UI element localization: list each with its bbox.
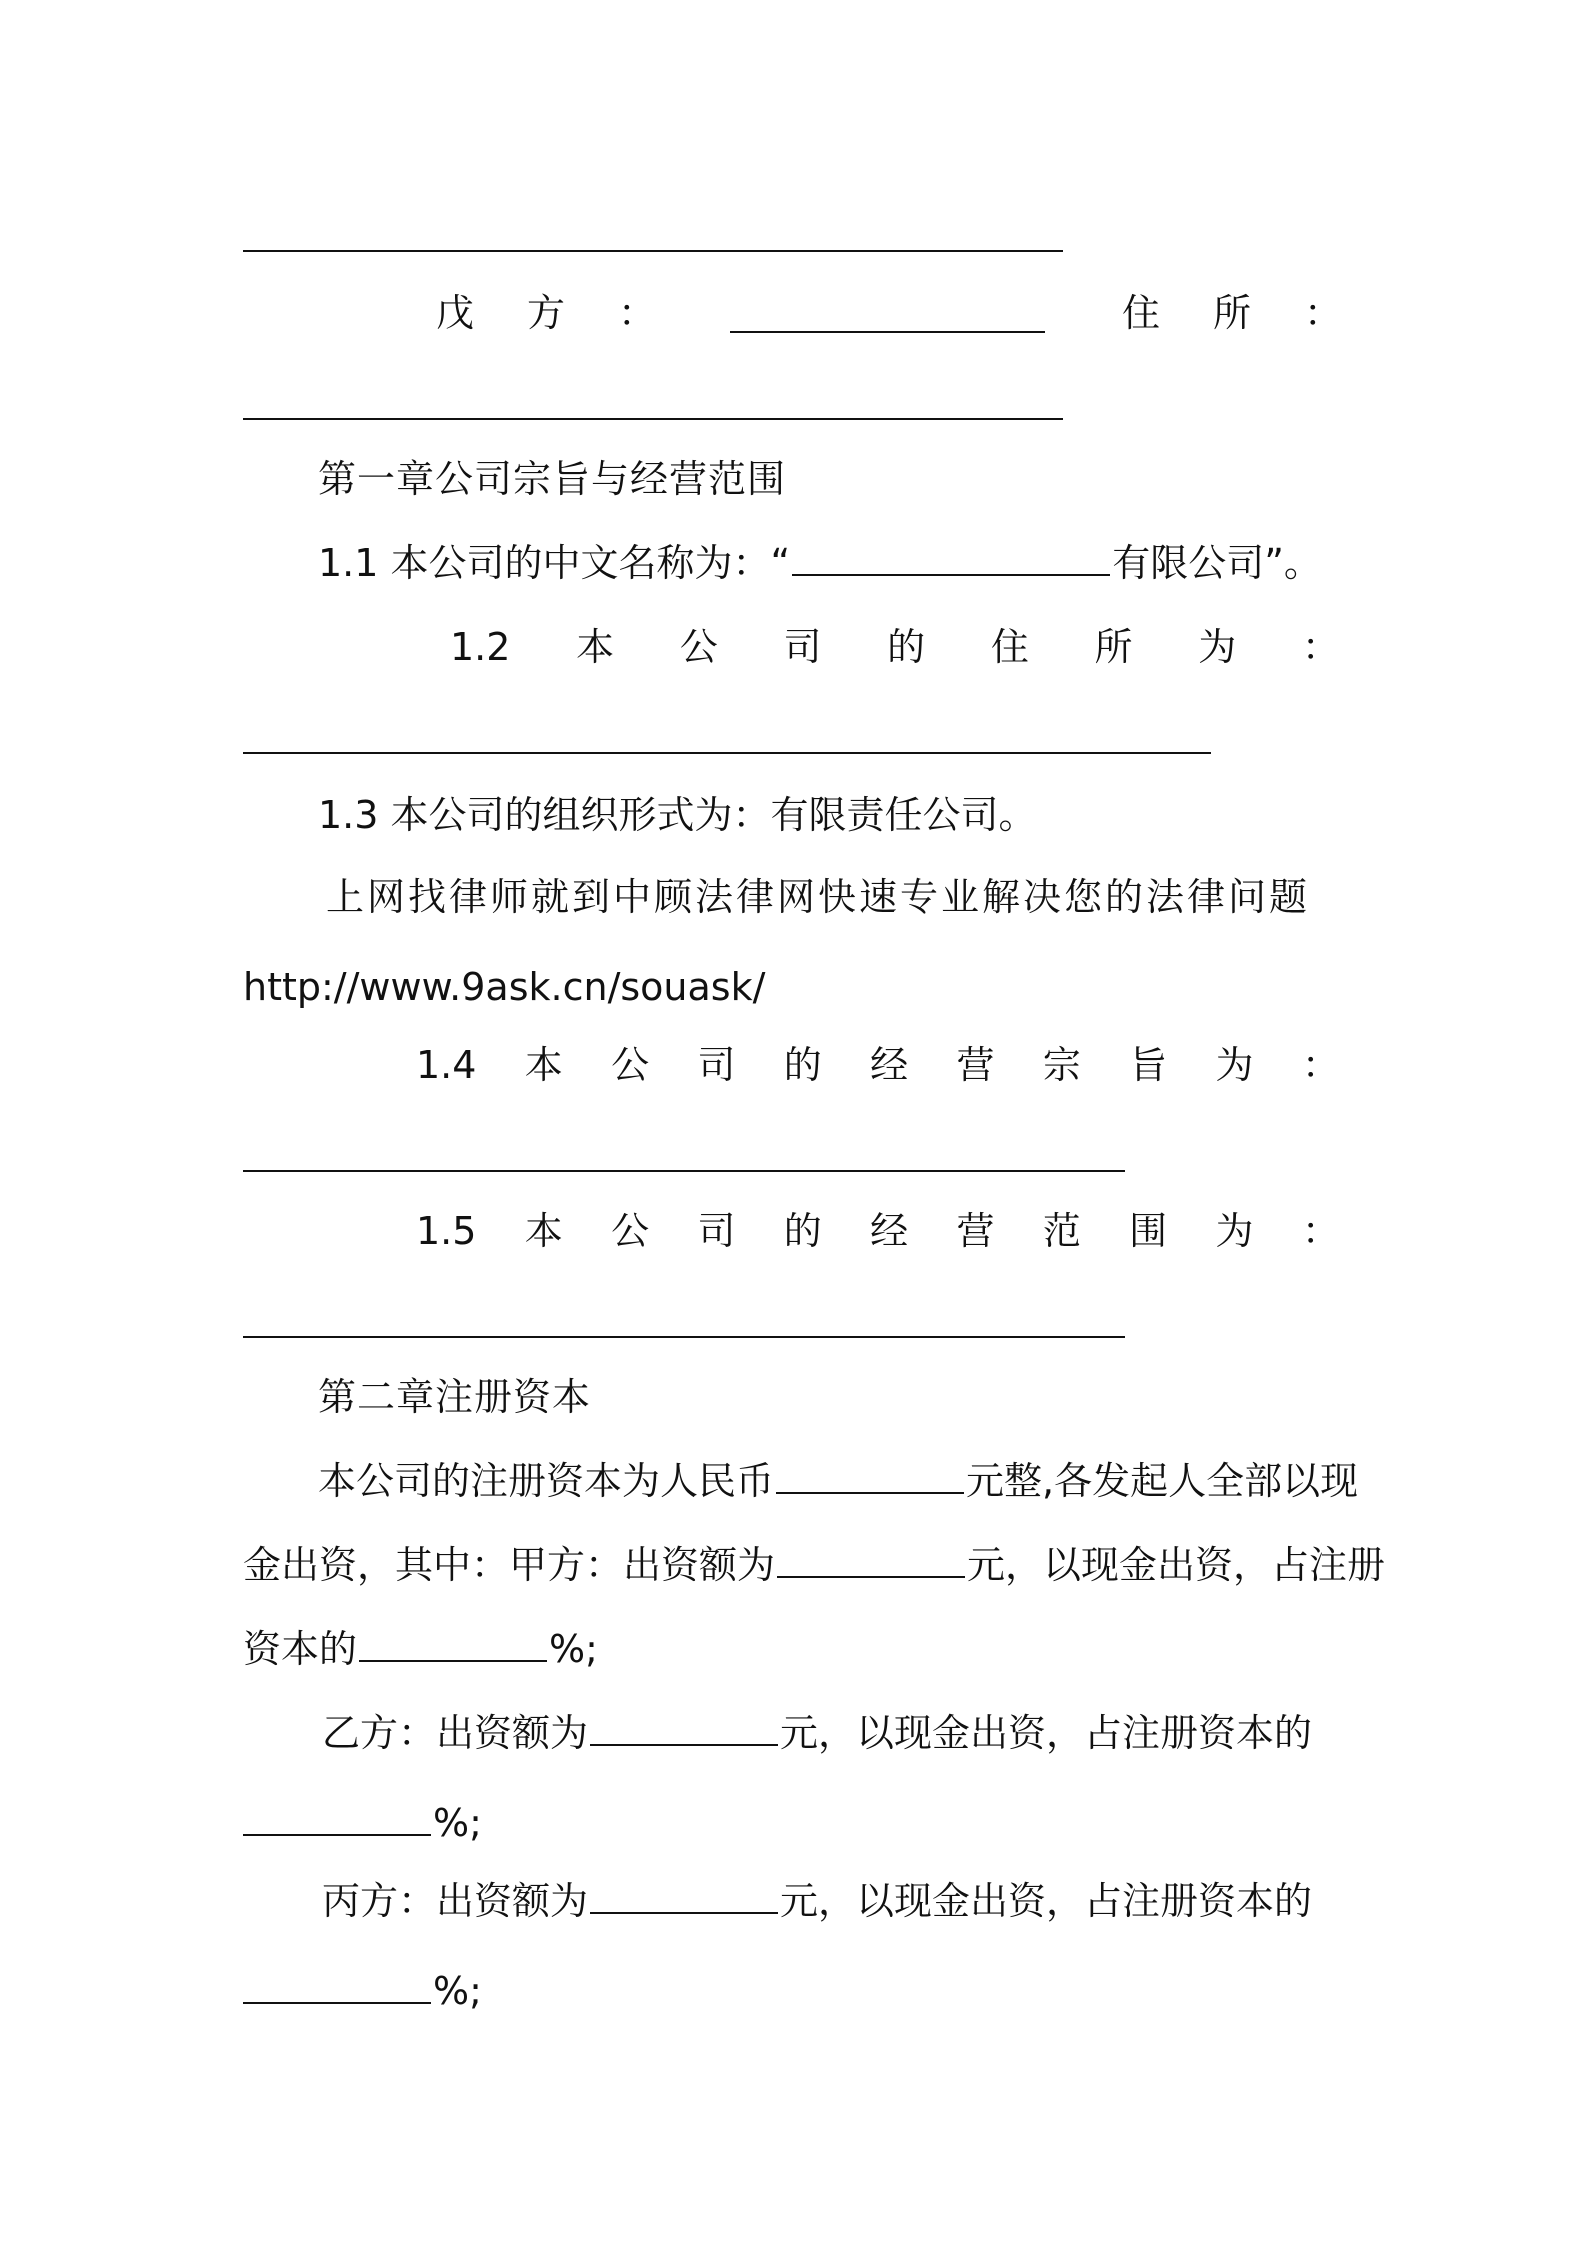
clause-1-2-number: 1.2 bbox=[450, 625, 511, 669]
blank-line bbox=[243, 418, 1063, 420]
party-b-percent-blank bbox=[243, 1800, 431, 1836]
party-a-percent-blank bbox=[359, 1626, 547, 1662]
clause-char: 营 bbox=[956, 1209, 995, 1253]
clause-1-1-prefix: 本公司的中文名称为：“ bbox=[390, 541, 791, 585]
party-c-percent-line bbox=[243, 1966, 482, 2016]
scope-blank bbox=[243, 1336, 1125, 1338]
clause-char: 为 bbox=[1215, 1209, 1254, 1253]
clause-char: 经 bbox=[870, 1209, 909, 1253]
clause-char: 营 bbox=[956, 1043, 995, 1087]
clause-char: 的 bbox=[783, 1209, 822, 1253]
party-wu-address-label bbox=[1122, 288, 1342, 338]
clause-char: 本 bbox=[576, 625, 615, 669]
clause-1-5 bbox=[416, 1206, 1340, 1256]
blank-line bbox=[243, 250, 1063, 252]
party-wu-line bbox=[436, 288, 656, 338]
clause-char: 围 bbox=[1129, 1209, 1168, 1253]
clause-char: 公 bbox=[679, 625, 718, 669]
clause-char: 的 bbox=[887, 625, 926, 669]
chapter1-title: 第一章公司宗旨与经营范围 bbox=[318, 457, 787, 501]
party-b-prefix: 乙方：出资额为 bbox=[322, 1711, 589, 1755]
capital-prefix: 本公司的注册资本为人民币 bbox=[318, 1459, 775, 1503]
clause-char: ： bbox=[1301, 1209, 1340, 1253]
clause-1-4 bbox=[416, 1040, 1340, 1090]
party-a-amount-blank bbox=[777, 1542, 965, 1578]
clause-char: 的 bbox=[783, 1043, 822, 1087]
party-b-amount-blank bbox=[590, 1710, 778, 1746]
chapter2-title: 第二章注册资本 bbox=[318, 1375, 592, 1419]
clause-1-1 bbox=[318, 538, 1322, 588]
clause-1-3-number: 1.3 bbox=[318, 793, 379, 837]
party-c-amount-blank bbox=[590, 1878, 778, 1914]
party-wu-char: ： bbox=[617, 291, 656, 335]
party-b-line bbox=[322, 1708, 1312, 1758]
capital-line-1 bbox=[318, 1456, 1358, 1506]
clause-char: ： bbox=[1301, 1043, 1340, 1087]
capital-suffix: 元整,各发起人全部以现 bbox=[966, 1459, 1359, 1503]
clause-char: 本 bbox=[524, 1209, 563, 1253]
clause-char: 所 bbox=[1094, 625, 1133, 669]
ad-text: 上网找律师就到中顾法律网快速专业解决您的法律问题 bbox=[326, 875, 1311, 919]
clause-char: 公 bbox=[611, 1209, 650, 1253]
capital-line-3 bbox=[243, 1624, 598, 1674]
party-b-suffix: 元，以现金出资，占注册资本的 bbox=[780, 1711, 1313, 1755]
clause-char: 住 bbox=[990, 625, 1029, 669]
clause-char: 为 bbox=[1198, 625, 1237, 669]
percent-sign: %; bbox=[433, 1969, 482, 2013]
clause-1-1-number: 1.1 bbox=[318, 541, 379, 585]
party-wu-name-blank bbox=[730, 331, 1045, 333]
address-char: 住 bbox=[1122, 291, 1161, 335]
party-c-percent-blank bbox=[243, 1968, 431, 2004]
clause-char: 旨 bbox=[1129, 1043, 1168, 1087]
address-char: 所 bbox=[1212, 291, 1251, 335]
clause-1-1-suffix: 有限公司”。 bbox=[1112, 541, 1322, 585]
clause-1-4-number: 1.4 bbox=[416, 1043, 477, 1087]
percent-sign: %; bbox=[433, 1801, 482, 1845]
clause-1-5-number: 1.5 bbox=[416, 1209, 477, 1253]
party-c-prefix: 丙方：出资额为 bbox=[322, 1879, 589, 1923]
clause-char: 为 bbox=[1215, 1043, 1254, 1087]
clause-char: 宗 bbox=[1042, 1043, 1081, 1087]
party-c-line bbox=[322, 1876, 1312, 1926]
address-blank bbox=[243, 752, 1211, 754]
party-wu-char: 方 bbox=[526, 291, 565, 335]
clause-char: 司 bbox=[783, 625, 822, 669]
party-a-suffix: 元，以现金出资，占注册 bbox=[967, 1543, 1386, 1587]
percent-sign: %; bbox=[549, 1627, 598, 1671]
party-wu-char: 戊 bbox=[436, 291, 475, 335]
clause-char: 司 bbox=[697, 1043, 736, 1087]
ad-url[interactable]: http://www.9ask.cn/souask/ bbox=[243, 965, 766, 1009]
clause-1-2 bbox=[450, 622, 1340, 672]
purpose-blank bbox=[243, 1170, 1125, 1172]
party-a-share-prefix: 资本的 bbox=[243, 1627, 358, 1671]
company-name-blank bbox=[792, 540, 1110, 576]
clause-1-3-text: 本公司的组织形式为：有限责任公司。 bbox=[390, 793, 1037, 837]
clause-char: 范 bbox=[1042, 1209, 1081, 1253]
party-b-percent-line bbox=[243, 1798, 482, 1848]
capital-amount-blank bbox=[776, 1458, 964, 1494]
clause-char: 经 bbox=[870, 1043, 909, 1087]
clause-char: 司 bbox=[697, 1209, 736, 1253]
party-c-suffix: 元，以现金出资，占注册资本的 bbox=[780, 1879, 1313, 1923]
address-char: ： bbox=[1303, 291, 1342, 335]
capital-line-2 bbox=[243, 1540, 1385, 1590]
clause-char: 公 bbox=[611, 1043, 650, 1087]
clause-char: ： bbox=[1301, 625, 1340, 669]
party-a-prefix: 金出资，其中：甲方：出资额为 bbox=[243, 1543, 776, 1587]
clause-char: 本 bbox=[524, 1043, 563, 1087]
clause-1-3 bbox=[318, 790, 1037, 840]
